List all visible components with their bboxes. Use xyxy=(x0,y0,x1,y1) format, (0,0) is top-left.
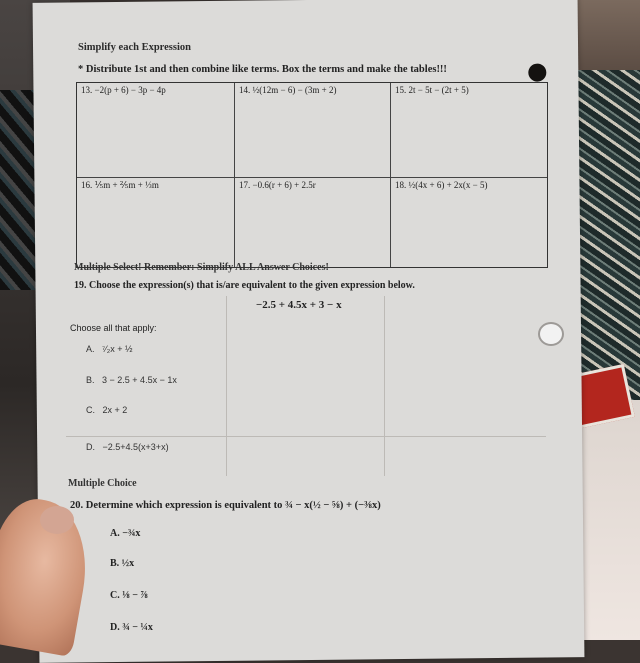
grid-line xyxy=(384,296,385,476)
option-text: −2.5+4.5(x+3+x) xyxy=(102,442,169,452)
section1-instructions: * Distribute 1st and then combine like terms. Box the terms and make the tables!!! xyxy=(78,64,447,75)
problem-15: 15. 2t − 5t − (2t + 5) xyxy=(391,83,547,178)
option-b[interactable] xyxy=(86,375,177,385)
thumbnail xyxy=(40,506,74,534)
option-text: 3 − 2.5 + 4.5x − 1x xyxy=(102,375,177,385)
option-letter: C. xyxy=(86,405,95,415)
grid-line xyxy=(66,436,546,437)
answer-b[interactable]: B. ½x xyxy=(110,558,135,569)
option-c[interactable] xyxy=(86,405,127,415)
grid-line xyxy=(226,296,227,476)
option-letter: B. xyxy=(86,375,95,385)
paper-clip xyxy=(538,322,564,346)
option-text: 2x + 2 xyxy=(102,405,128,415)
problem-14: 14. ½(12m − 6) − (3m + 2) xyxy=(235,83,391,178)
given-expression: −2.5 + 4.5x + 3 − x xyxy=(256,299,342,311)
question-20: 20. Determine which expression is equivalent to ¾ − x(½ − ⅝) + (−⅜x) xyxy=(70,500,381,511)
answer-c[interactable]: C. ⅛ − ⅞ xyxy=(110,590,148,601)
problem-18: 18. ½(4x + 6) + 2x(x − 5) xyxy=(395,180,488,190)
problem-grid xyxy=(76,82,548,268)
option-d[interactable] xyxy=(86,442,169,452)
section3-title: Multiple Choice xyxy=(68,478,137,489)
option-letter: D. xyxy=(86,442,95,452)
option-text: ⁷⁄₂x + ½ xyxy=(102,344,133,354)
answer-a[interactable]: A. −¾x xyxy=(110,528,141,539)
question-19: 19. Choose the expression(s) that is/are equivalent to the given expression below. xyxy=(74,280,415,291)
answer-d[interactable]: D. ¾ − ¼x xyxy=(110,622,153,633)
problem-16: 16. ⅕m + ⅖m + ⅓m xyxy=(77,178,235,267)
problem-17: 17. −0.6(r + 6) + 2.5r xyxy=(235,178,391,267)
section1-title: Simplify each Expression xyxy=(78,42,191,53)
choose-all-label: Choose all that apply: xyxy=(70,323,157,333)
option-a[interactable] xyxy=(86,344,133,354)
section2-title: Multiple Select! Remember: Simplify ALL Answer Choices! xyxy=(74,262,329,273)
option-letter: A. xyxy=(86,344,95,354)
punch-hole xyxy=(528,63,546,81)
problem-13: 13. −2(p + 6) − 3p − 4p xyxy=(77,83,235,178)
